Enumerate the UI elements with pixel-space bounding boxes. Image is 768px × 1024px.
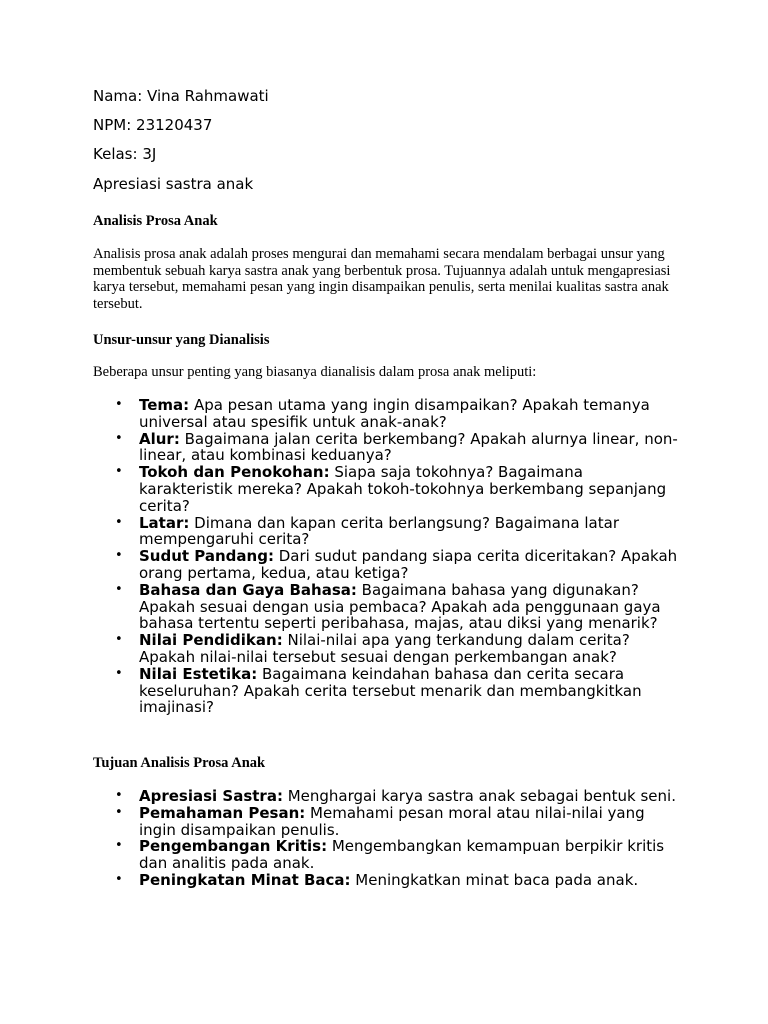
list-item-term: Pemahaman Pesan: [139,803,306,822]
list-item-text: Nilai-nilai apa yang terkandung dalam cerita? Apakah nilai-nilai tersebut sesuai dengan perkembangan anak? [139,631,630,666]
paragraph-analisis: Analisis prosa anak adalah proses mengurai dan memahami secara mendalam berbagai unsur yang membentuk sebuah karya sastra anak yang berbentuk prosa. Tujuannya adalah untuk mengapresiasi karya tersebut, memahami pesan yang ingin disampaikan penulis, serta menilai kualitas sastra anak tersebut. [93,246,671,312]
student-npm: NPM: 23120437 [93,116,213,134]
list-item [139,788,679,805]
paragraph-unsur-intro: Beberapa unsur penting yang biasanya dianalisis dalam prosa anak meliputi: [93,364,537,380]
list-item [139,397,679,431]
list-item [139,548,679,582]
list-item-text: Memahami pesan moral atau nilai-nilai yang ingin disampaikan penulis. [139,803,645,839]
heading-unsur: Unsur-unsur yang Dianalisis [93,332,270,348]
unsur-list [93,397,679,716]
list-item [139,582,679,632]
list-item [139,464,679,514]
list-item-text: Menghargai karya sastra anak sebagai bentuk seni. [282,787,676,805]
list-item [139,632,679,666]
list-item-text: Bagaimana bahasa yang digunakan? Apakah sesuai dengan usia pembaca? Apakah ada penggunaan gaya bahasa tertentu seperti peribahasa, majas, atau diksi yang menarik? [139,580,661,633]
list-item [139,666,679,716]
list-item-term: Latar: [139,513,190,532]
student-name: Nama: Vina Rahmawati [93,87,269,105]
list-item-term: Tema: [139,396,190,414]
list-item [139,838,679,872]
list-item [139,431,679,465]
course-subject: Apresiasi sastra anak [93,175,254,193]
list-item-text: Siapa saja tokohnya? Bagaimana karakteristik mereka? Apakah tokoh-tokohnya berkembang sepanjang cerita? [139,463,667,515]
list-item-term: Tokoh dan Penokohan: [139,463,330,482]
list-item-text: Apa pesan utama yang ingin disampaikan? Apakah temanya universal atau spesifik untuk anak-anak? [139,396,650,431]
list-item [139,805,679,839]
list-item-text: Mengembangkan kemampuan berpikir kritis dan analitis pada anak. [139,837,665,873]
heading-analisis: Analisis Prosa Anak [93,213,218,229]
list-item-term: Peningkatan Minat Baca: [139,870,351,889]
tujuan-list [93,788,679,889]
list-item-text: Bagaimana jalan cerita berkembang? Apakah alurnya linear, non-linear, atau kombinasi keduanya? [139,429,678,465]
list-item-term: Nilai Estetika: [139,664,258,683]
list-item-term: Nilai Pendidikan: [139,631,283,650]
list-item-term: Sudut Pandang: [139,547,274,566]
list-item-term: Pengembangan Kritis: [139,837,328,856]
list-item-term: Alur: [139,429,180,448]
list-item [139,515,679,549]
list-item-term: Apresiasi Sastra: [139,787,283,805]
list-item-text: Meningkatkan minat baca pada anak. [350,870,639,889]
student-class: Kelas: 3J [93,145,157,163]
list-item [139,872,679,889]
list-item-text: Dari sudut pandang siapa cerita diceritakan? Apakah orang pertama, kedua, atau ketiga? [139,547,678,582]
list-item-text: Bagaimana keindahan bahasa dan cerita secara keseluruhan? Apakah cerita tersebut menarik dan membangkitkan imajinasi? [139,664,642,717]
list-item-text: Dimana dan kapan cerita berlangsung? Bagaimana latar mempengaruhi cerita? [139,513,619,549]
list-item-term: Bahasa dan Gaya Bahasa: [139,580,357,599]
heading-tujuan: Tujuan Analisis Prosa Anak [93,755,266,771]
